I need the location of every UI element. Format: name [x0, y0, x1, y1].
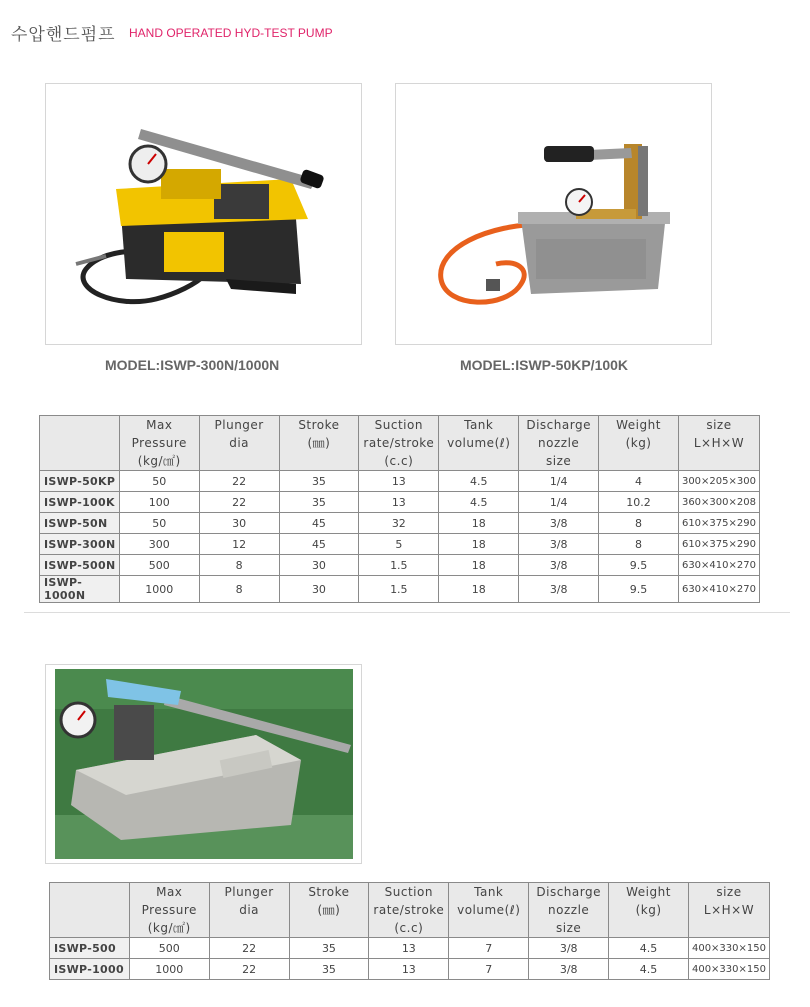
cell-discharge-nozzle: 3/8 — [519, 576, 599, 603]
header-stroke: Stroke (㎜) — [289, 883, 369, 938]
cell-suction-rate: 13 — [359, 492, 439, 513]
cell-stroke: 30 — [279, 555, 359, 576]
cell-tank-volume: 4.5 — [439, 471, 519, 492]
cell-plunger-dia: 8 — [199, 576, 279, 603]
cell-weight: 8 — [599, 513, 679, 534]
cell-model: ISWP-50N — [40, 513, 120, 534]
cell-weight: 10.2 — [599, 492, 679, 513]
cell-stroke: 30 — [279, 576, 359, 603]
table-row — [40, 513, 760, 534]
header-weight: Weight (kg) — [609, 883, 689, 938]
cell-tank-volume: 7 — [449, 938, 529, 959]
cell-tank-volume: 4.5 — [439, 492, 519, 513]
section-divider — [24, 612, 790, 613]
cell-stroke: 35 — [289, 959, 369, 980]
cell-max-pressure: 50 — [119, 471, 199, 492]
cell-stroke: 35 — [279, 492, 359, 513]
model-caption-300n: MODEL:ISWP-300N/1000N — [105, 357, 280, 373]
table-header-row — [50, 883, 770, 938]
spec-table-1 — [39, 415, 760, 603]
cell-weight: 8 — [599, 534, 679, 555]
cell-tank-volume: 7 — [449, 959, 529, 980]
cell-plunger-dia: 8 — [199, 555, 279, 576]
cell-model: ISWP-500N — [40, 555, 120, 576]
cell-suction-rate: 13 — [359, 471, 439, 492]
cell-weight: 9.5 — [599, 555, 679, 576]
header-size: size L×H×W — [678, 416, 759, 471]
cell-discharge-nozzle: 1/4 — [519, 471, 599, 492]
page-title-english: HAND OPERATED HYD-TEST PUMP — [129, 26, 333, 40]
spec-table-2 — [49, 882, 770, 980]
model-caption-50kp: MODEL:ISWP-50KP/100K — [460, 357, 629, 373]
cell-size: 630×410×270 — [678, 555, 759, 576]
cell-size: 360×300×208 — [678, 492, 759, 513]
cell-weight: 4 — [599, 471, 679, 492]
cell-max-pressure: 100 — [119, 492, 199, 513]
page-title-korean: 수압핸드펌프 — [11, 25, 116, 45]
header-suction-rate: Suction rate/stroke (c.c) — [359, 416, 439, 471]
header-max-pressure: Max Pressure (kg/㎠) — [129, 883, 209, 938]
cell-plunger-dia: 12 — [199, 534, 279, 555]
cell-model: ISWP-1000N — [40, 576, 120, 603]
cell-max-pressure: 1000 — [119, 576, 199, 603]
cell-weight: 9.5 — [599, 576, 679, 603]
cell-tank-volume: 18 — [439, 555, 519, 576]
cell-plunger-dia: 22 — [209, 959, 289, 980]
cell-stroke: 35 — [289, 938, 369, 959]
cell-max-pressure: 500 — [129, 938, 209, 959]
table-row — [40, 492, 760, 513]
cell-discharge-nozzle: 3/8 — [529, 938, 609, 959]
cell-model: ISWP-300N — [40, 534, 120, 555]
cell-plunger-dia: 22 — [199, 471, 279, 492]
cell-plunger-dia: 30 — [199, 513, 279, 534]
header-tank-volume: Tank volume(ℓ) — [449, 883, 529, 938]
table-header-row — [40, 416, 760, 471]
header-suction-rate: Suction rate/stroke (c.c) — [369, 883, 449, 938]
header-max-pressure: Max Pressure (kg/㎠) — [119, 416, 199, 471]
cell-suction-rate: 32 — [359, 513, 439, 534]
cell-discharge-nozzle: 3/8 — [519, 534, 599, 555]
cell-size: 300×205×300 — [678, 471, 759, 492]
cell-suction-rate: 1.5 — [359, 555, 439, 576]
cell-plunger-dia: 22 — [199, 492, 279, 513]
table-row — [40, 576, 760, 603]
cell-max-pressure: 500 — [119, 555, 199, 576]
header-size: size L×H×W — [688, 883, 769, 938]
cell-discharge-nozzle: 3/8 — [519, 555, 599, 576]
header-stroke: Stroke (㎜) — [279, 416, 359, 471]
cell-suction-rate: 13 — [369, 959, 449, 980]
header-discharge-nozzle: Discharge nozzle size — [519, 416, 599, 471]
cell-size: 610×375×290 — [678, 534, 759, 555]
cell-weight: 4.5 — [609, 959, 689, 980]
table-row — [40, 534, 760, 555]
table-row — [50, 959, 770, 980]
table-row — [40, 555, 760, 576]
header-weight: Weight (kg) — [599, 416, 679, 471]
cell-size: 400×330×150 — [688, 959, 769, 980]
header-plunger-dia: Plunger dia — [209, 883, 289, 938]
cell-model: ISWP-100K — [40, 492, 120, 513]
cell-tank-volume: 18 — [439, 576, 519, 603]
cell-weight: 4.5 — [609, 938, 689, 959]
cell-size: 630×410×270 — [678, 576, 759, 603]
cell-stroke: 35 — [279, 471, 359, 492]
cell-max-pressure: 50 — [119, 513, 199, 534]
cell-size: 400×330×150 — [688, 938, 769, 959]
cell-suction-rate: 5 — [359, 534, 439, 555]
cell-discharge-nozzle: 3/8 — [519, 513, 599, 534]
product-photo-yellow-pump — [45, 83, 362, 345]
header-corner — [50, 883, 130, 938]
cell-discharge-nozzle: 3/8 — [529, 959, 609, 980]
cell-size: 610×375×290 — [678, 513, 759, 534]
table-row — [50, 938, 770, 959]
header-tank-volume: Tank volume(ℓ) — [439, 416, 519, 471]
product-photo-grey-pump — [395, 83, 712, 345]
cell-stroke: 45 — [279, 513, 359, 534]
cell-model: ISWP-500 — [50, 938, 130, 959]
cell-model: ISWP-1000 — [50, 959, 130, 980]
cell-tank-volume: 18 — [439, 513, 519, 534]
header-plunger-dia: Plunger dia — [199, 416, 279, 471]
cell-suction-rate: 1.5 — [359, 576, 439, 603]
product-photo-stainless-pump — [45, 664, 362, 864]
cell-discharge-nozzle: 1/4 — [519, 492, 599, 513]
cell-stroke: 45 — [279, 534, 359, 555]
cell-plunger-dia: 22 — [209, 938, 289, 959]
header-discharge-nozzle: Discharge nozzle size — [529, 883, 609, 938]
cell-suction-rate: 13 — [369, 938, 449, 959]
table-row — [40, 471, 760, 492]
cell-max-pressure: 300 — [119, 534, 199, 555]
cell-tank-volume: 18 — [439, 534, 519, 555]
cell-max-pressure: 1000 — [129, 959, 209, 980]
cell-model: ISWP-50KP — [40, 471, 120, 492]
header-corner — [40, 416, 120, 471]
